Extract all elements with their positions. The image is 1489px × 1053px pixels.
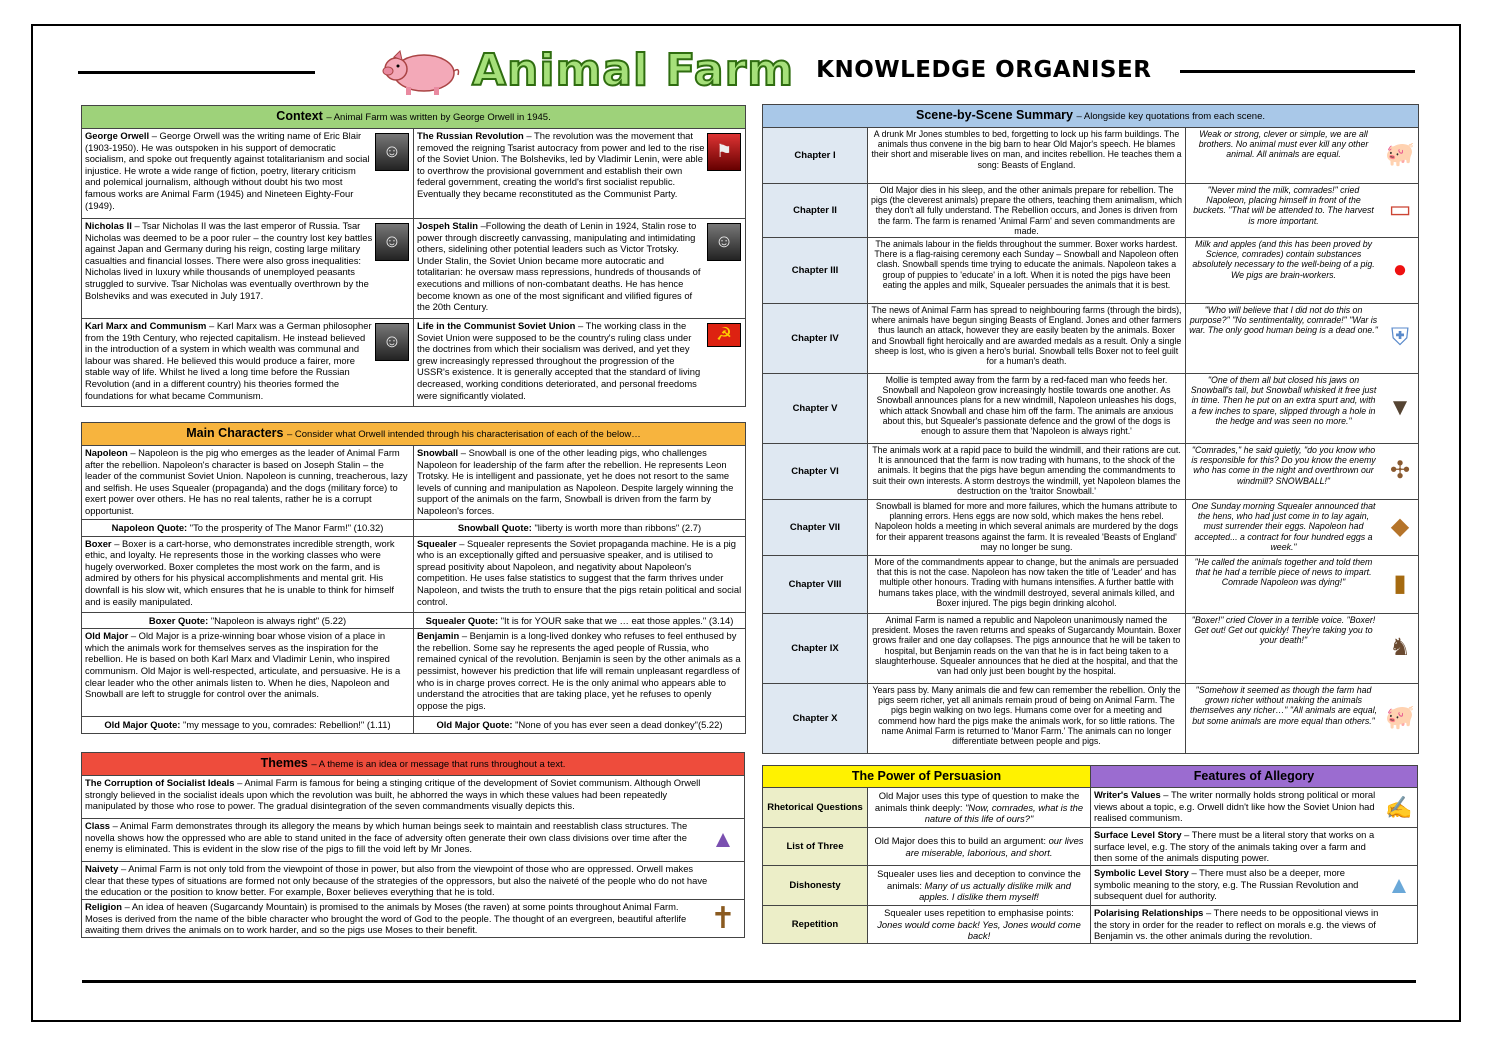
character-old-major: Old Major – Old Major is a prize-winning boar whose vision of a place in which the animals work for themselves serves as the inspiration for the rebellion. He is based on both Karl Marx and Vladimir Lenin, who inspired communism. Old Major is well-respected, articulate, and persuasive. He is a clear leader who the other animals listen to. When he dies, Napoleon and Snowball are left to struggle for control over the animals. — [82, 629, 414, 717]
scene-quote — [1186, 304, 1419, 374]
scene-chapter: Chapter I — [763, 128, 868, 184]
scene-quote-text: "He called the animals together and told them that he had a terrible piece of news to impart. Comrade Napoleon was dying!" — [1194, 557, 1373, 588]
device-list-of-three: List of Three — [763, 828, 868, 866]
pyramid-icon: ▲ — [711, 826, 735, 854]
context-nicholas: Nicholas II – Tsar Nicholas II was the last emperor of Russia. Tsar Nicholas was deemed to be a poor ruler – the country lost key battles against Japan and Germany during his reign, costing large military casualties and financial losses. There were also gross inequalities: Nicholas lived in luxury while thousands of unemployed peasants struggled to survive. Tsar Nicholas was eventually overthrown by the Bolsheviks and was executed in July 1917. ☺ — [82, 219, 414, 319]
context-revolution: The Russian Revolution – The revolution was the movement that removed the reigning Tsarist autocracy from power and led to the rise of the Soviet Union. The Bolsheviks, led by Vladimir Lenin, were able to overthrow the provisional government and establish their own federal government, creating the world's first socialist republic. Eventually they became reconstituted as the Communist Party. ⚑ — [414, 129, 746, 219]
theme-religion: Religion – An idea of heaven (Sugarcandy Mountain) is promised to the animals by Moses (the raven) at some points throughout Animal Farm. Moses is derived from the name of the bible character who brought the word of God to the people. The thought of an evergreen, beautiful afterlife awaiting them drives the animals on to work harder, and so the pigs use Moses to their benefit. ✝ — [82, 900, 745, 938]
persuasion-header: The Power of Persuasion — [763, 766, 1091, 788]
device-dishonesty-desc: Squealer uses lies and deception to convince the animals: Many of us actually dislike milk and apples. I dislike them myself! — [868, 866, 1091, 906]
device-rhetorical-desc: Old Major uses this type of question to make the animals think deeply: "Now, comrades, what is the nature of this life of ours?" — [868, 788, 1091, 828]
title-block — [380, 40, 1151, 100]
scene-quote — [1186, 374, 1419, 444]
scene-quote — [1186, 238, 1419, 304]
ussr-flag-icon: ☭ — [707, 323, 741, 347]
device-list-desc: Old Major does this to build an argument: our lives are miserable, laborious, and short. — [868, 828, 1091, 866]
old-major-quote: Old Major Quote: "my message to you, comrades: Rebellion!" (1.11) — [82, 717, 414, 734]
allegory-table — [1090, 765, 1418, 944]
scene-chapter: Chapter VI — [763, 444, 868, 500]
scene-chapter: Chapter X — [763, 684, 868, 754]
allegory-writers-values: Writer's Values – The writer normally holds strong political or moral views about a topic, e.g. Orwell didn't like how the Soviet Union had realised communism. ✍ — [1091, 788, 1418, 828]
scene-summary: The news of Animal Farm has spread to neighbouring farms (through the birds), where animals have begun singing Beasts of England. Jones and other farmers thus launch an attack, however they are easily beaten by the animals. Boxer and Snowball fight heroically and are awarded medals as a result. Only a single sheep is lost, who is given a hero's burial. Snowball tells Boxer not to feel guilt for a human's death. — [868, 304, 1186, 374]
scene-quote-text: "Boxer!" cried Clover in a terrible voice. "Boxer! Get out! Get out quickly! They're taking you to your death!" — [1191, 615, 1376, 646]
character-squealer: Squealer – Squealer represents the Soviet propaganda machine. He is a pig who is an exceptionally gifted and persuasive speaker, and is utilised to spread positivity about Napoleon, and negativity about Napoleon's competition. He uses false statistics to suggest that the farm thrives under Napoleon, and twists the truth to ensure that the pigs retain political and social control. — [414, 536, 746, 612]
scene-quote-text: Weak or strong, clever or simple, we are all brothers. No animal must ever kill any other animal. All animals are equal. — [1198, 129, 1369, 160]
context-stalin: Jospeh Stalin –Following the death of Lenin in 1924, Stalin rose to power through discreetly canvassing, manipulating and intimidating others, sidelining other potential leaders such as Victor Trotsky. Under Stalin, the Soviet Union became more autocratic and totalitarian: he oversaw mass repressions, hundreds of thousands of executions and millions of non-combatant deaths. He has hence become known as one of the most significant and vilified figures of the 20th Century. ☺ — [414, 219, 746, 319]
scene-chapter: Chapter II — [763, 184, 868, 238]
title-rule-right — [1180, 70, 1415, 73]
scene-row — [763, 238, 1419, 304]
scene-chapter: Chapter IX — [763, 614, 868, 684]
scene-summary: Old Major dies in his sleep, and the other animals prepare for rebellion. The pigs (the cleverest animals) prepare the others, teaching them animalism, which they don't all fully understand. The Rebellion occurs, and Jones is driven from the farm. The farm is renamed 'Animal Farm' and seven commandments are made. — [868, 184, 1186, 238]
scene-summary: The animals work at a rapid pace to build the windmill, and their rations are cut. It is announced that the farm is now trading with humans, to the shock of the animals. It begins that the pigs have begun amending the commandments to suit their own interests. A storm destroys the windmill, yet Napoleon blames the destruction on the 'traitor Snowball.' — [868, 444, 1186, 500]
shield-icon: ⛨ — [1391, 324, 1410, 352]
context-header: Context – Animal Farm was written by George Orwell in 1945. — [82, 106, 746, 129]
scene-chapter: Chapter IV — [763, 304, 868, 374]
windmill-icon: ✣ — [1389, 457, 1411, 485]
device-repetition-desc: Squealer uses repetition to emphasise points: Jones would come back! Yes, Jones would come back! — [868, 906, 1091, 944]
scene-row — [763, 556, 1419, 614]
napoleon-quote: Napoleon Quote: "To the prosperity of The Manor Farm!" (10.32) — [82, 520, 414, 537]
scene-summary: Snowball is blamed for more and more failures, which the humans attribute to planning errors. Hens eggs are now sold, which makes the hens rebel. Napoleon holds a meeting in which several animals are murdered by the dogs for their apparent treasons against the farm. It is revealed 'Beasts of England' may no longer be sung. — [868, 500, 1186, 556]
allegory-surface-level: Surface Level Story – There must be a literal story that works on a surface level, e.g. The story of the animals taking over a farm and then some of the animals disputing power. — [1091, 828, 1418, 866]
scene-summary: The animals labour in the fields throughout the summer. Boxer works hardest. There is a flag-raising ceremony each Sunday – Snowball and Napoleon often clash. Snowball spends time trying to educate the animals. Napoleon takes a group of puppies to 'educate' in a loft. When it is noted the pigs have been eating the apples and milk, Squealer persuades the animals that it is best. — [868, 238, 1186, 304]
cross-icon: ✝ — [710, 901, 736, 935]
snowball-quote: Snowball Quote: "liberty is worth more than ribbons" (2.7) — [414, 520, 746, 537]
character-benjamin: Benjamin – Benjamin is a long-lived donkey who refuses to feel enthused by the rebellion. Some say he represents the aged people of Russia, who remained cynical of the revolution. Benjamin is seen by the other animals as a pessimist, however his prediction that life will remain unpleasant regardless of who is in charge proves correct. He is the only animal who appears able to understand the atrocities that are taking place, yet he refuses to openly oppose the pigs. — [414, 629, 746, 717]
persuasion-table — [762, 765, 1091, 944]
allegory-polarising: Polarising Relationships – There needs to be oppositional views in the story in order for the reader to reflect on morals e.g. the views of Benjamin vs. the other animals during the revolution. — [1091, 906, 1418, 944]
scene-quote-text: One Sunday morning Squealer announced that the hens, who had just come in to lay again, must surrender their eggs. Napoleon had accepted... a contract for four hundred eggs a week." — [1191, 501, 1376, 552]
scene-row — [763, 614, 1419, 684]
character-snowball: Snowball – Snowball is one of the other leading pigs, who challenges Napoleon for leadership of the farm after the rebellion. He represents Leon Trotsky. He is intelligent and passionate, yet he does not resort to the same levels of cunning and manipulation as Napoleon. Despite largely winning the support of the animals on the farm, Snowball is driven from the farm by Napoleon's forces. — [414, 446, 746, 520]
scene-chapter: Chapter VII — [763, 500, 868, 556]
scene-chapter: Chapter VIII — [763, 556, 868, 614]
pig-logo-icon — [380, 43, 464, 97]
scene-quote-text: "Comrades," he said quietly, "do you know who is responsible for this? Do you know the enemy who has come in the night and overthrown our windmill? SNOWBALL!" — [1191, 445, 1376, 486]
allegory-header: Features of Allegory — [1091, 766, 1418, 788]
character-napoleon: Napoleon – Napoleon is the pig who emerges as the leader of Animal Farm after the rebellion. Napoleon's character is based on Joseph Stalin – the leader of the communist Soviet Union. Napoleon is cunning, treacherous, lazy and selfish. He uses Squealer (propaganda) and the dogs (military force) to exert power over others. He has no real talents, rather he is a corrupt opportunist. — [82, 446, 414, 520]
scenes-table — [762, 104, 1419, 754]
scene-quote — [1186, 184, 1419, 238]
themes-header: Themes – A theme is an idea or message that runs throughout a text. — [82, 753, 745, 776]
sign-icon: ▭ — [1388, 196, 1412, 224]
nicholas-portrait-icon: ☺ — [375, 223, 409, 261]
hen-icon: ◆ — [1390, 513, 1410, 541]
scene-chapter: Chapter V — [763, 374, 868, 444]
context-table — [81, 105, 746, 407]
iceberg-icon: ▲ — [1387, 871, 1411, 899]
benjamin-quote: Old Major Quote: "None of you has ever seen a dead donkey"(5.22) — [414, 717, 746, 734]
scene-quote-text: "One of them all but closed his jaws on Snowball's tail, but Snowball whisked it free just in time. Then he put on an extra spurt and, with a few inches to spare, slipped through a hole in the hedge and was seen no more." — [1190, 375, 1377, 426]
scene-summary: A drunk Mr Jones stumbles to bed, forgetting to lock up his farm buildings. The animals thus convene in the big barn to hear Old Major's speech. He blames their short and miserable lives on man, and incites rebellion. He teaches them a song: Beasts of England. — [868, 128, 1186, 184]
characters-header: Main Characters – Consider what Orwell intended through his characterisation of each of the below… — [82, 423, 746, 446]
apple-icon: ● — [1392, 256, 1408, 284]
scene-quote-text: "Somehow it seemed as though the farm had grown richer without making the animals themselves any richer…" "All animals are equal, but some animals are more equal than others." — [1189, 685, 1378, 726]
scene-row — [763, 304, 1419, 374]
orwell-portrait-icon: ☺ — [375, 133, 409, 171]
scene-summary: More of the commandments appear to change, but the animals are persuaded that this is not the case. Napoleon has now taken the title of 'Leader' and has multiple other honours. Trading with humans intensifies. A further battle with humans takes place, with the windmill destroyed, several animals killed, and Boxer injured. The pigs begin drinking alcohol. — [868, 556, 1186, 614]
scene-row — [763, 374, 1419, 444]
scene-chapter: Chapter III — [763, 238, 868, 304]
scenes-header: Scene-by-Scene Summary – Alongside key quotations from each scene. — [763, 105, 1419, 128]
theme-class: Class – Animal Farm demonstrates through its allegory the means by which human beings seek to maintain and reestablish class structures. The novella shows how the oppressed who are able to stand united in the face of adversity often generate their own class divisions over time after the enemy is eliminated. This is evident in the slow rise of the pigs to fill the void left by Mr Jones. ▲ — [82, 819, 745, 862]
theme-corruption: The Corruption of Socialist Ideals – Animal Farm is famous for being a stinging critique of the development of Soviet communism. Although Orwell strongly believed in the socialist ideals upon which the revolution was built, he abhorred the ways in which these values had been repeatedly manipulated by those who rose to power. The gradual disintegration of the seven commandments visually depicts this. — [82, 776, 745, 819]
theme-naivety: Naivety – Animal Farm is not only told from the viewpoint of those in power, but also from the viewpoint of those who are oppressed. Orwell makes clear that these types of situations are formed not only because of the strategies of the oppressors, but also the naiveté of the people who do not have the education or the position to know better. For example, Boxer believes everything that he is told. — [82, 862, 745, 900]
scene-row — [763, 500, 1419, 556]
context-marx: Karl Marx and Communism – Karl Marx was a German philosopher from the 19th Century, who rejected capitalism. He instead believed in the introduction of a system in which wealth was communal and labour was shared. He believed this would produce a fairer, more stable way of life. Whilst he lived a long time before the Russian Revolution (and in a different country) his theories formed the foundations for what became Communism. ☺ — [82, 319, 414, 407]
quill-paper-icon: ✍ — [1385, 794, 1413, 820]
scene-summary: Animal Farm is named a republic and Napoleon unanimously named the president. Moses the raven returns and speaks of Sugarcandy Mountain. Boxer grows frailer and one day collapses. The pigs announce that he will be taken to hospital, but Benjamin reads on the van that he is in fact being taken to a slaughterhouse. Squealer announces that he died at the hospital, and that the van had only just been bought by the hospital. — [868, 614, 1186, 684]
scene-quote — [1186, 684, 1419, 754]
themes-table — [81, 752, 745, 938]
revolution-painting-icon: ⚑ — [707, 133, 741, 171]
stalin-portrait-icon: ☺ — [707, 223, 741, 261]
donkey-icon: ♞ — [1389, 634, 1411, 662]
page-subtitle: KNOWLEDGE ORGANISER — [816, 57, 1152, 83]
pig-icon: 🐖 — [1385, 704, 1415, 732]
dog-icon: ▼ — [1388, 394, 1412, 422]
device-repetition: Repetition — [763, 906, 868, 944]
scene-quote — [1186, 444, 1419, 500]
scene-quote-text: "Who will believe that I did not do this on purpose?" "No sentimentality, comrade!" "War is war. The only good human being is a dead one." — [1189, 305, 1378, 336]
footer-rule — [82, 980, 1416, 983]
scene-quote — [1186, 128, 1419, 184]
title-rule-left — [78, 71, 315, 74]
pig-icon: 🐖 — [1385, 141, 1415, 169]
scene-row — [763, 184, 1419, 238]
scene-row — [763, 684, 1419, 754]
characters-table — [81, 422, 746, 734]
bottle-icon: ▮ — [1393, 570, 1407, 598]
scene-row — [763, 128, 1419, 184]
marx-portrait-icon: ☺ — [375, 323, 409, 361]
device-rhetorical: Rhetorical Questions — [763, 788, 868, 828]
scene-summary: Mollie is tempted away from the farm by a red-faced man who feeds her. Snowball and Napoleon grow increasingly hostile towards one another. As Snowball announces plans for a new windmill, Napoleon unleashes his dogs, which attack Snowball and chase him off the farm. The animals are anxious about this, but Squealer's passionate defence and the growl of the dogs is enough to assure them that 'Napoleon is always right.' — [868, 374, 1186, 444]
boxer-quote: Boxer Quote: "Napoleon is always right" (5.22) — [82, 612, 414, 629]
context-orwell: George Orwell – George Orwell was the writing name of Eric Blair (1903-1950). He was outspoken in his support of democratic socialism, and spoke out frequently against totalitarianism and social injustice. He wrote a wide range of fiction, poetry, literary criticism and polemical journalism, although without doubt his two most famous works are Animal Farm (1945) and Nineteen Eighty-Four (1949). ☺ — [82, 129, 414, 219]
scene-summary: Years pass by. Many animals die and few can remember the rebellion. Only the pigs seem richer, yet all animals remain proud of being on Animal Farm. The pigs begin walking on two legs. Humans come over for a meeting and commend how hard the pigs make the animals work, for so little rations. The name Animal Farm is returned to 'Manor Farm.' The animals can no longer differentiate between people and pigs. — [868, 684, 1186, 754]
scene-quote-text: "Never mind the milk, comrades!" cried Napoleon, placing himself in front of the buckets. "That will be attended to. The harvest is more important. — [1193, 185, 1374, 226]
device-dishonesty: Dishonesty — [763, 866, 868, 906]
character-boxer: Boxer – Boxer is a cart-horse, who demonstrates incredible strength, work ethic, and loyalty. He represents those in the working classes who were hugely overworked. Boxer completes the most work on the farm, and is admired by others for his physical accomplishments and mental grit. His downfall is his slow wit, which ensures that he is unable to think for himself and is easily manipulated. — [82, 536, 414, 612]
context-soviet-life: Life in the Communist Soviet Union – The working class in the Soviet Union were supposed to be the country's ruling class under the doctrines from which their socialism was derived, and yet they grew increasingly repressed throughout the progression of the USSR's existence. It is generally accepted that the standard of living decreased, working conditions deteriorated, and personal freedoms were significantly violated. ☭ — [414, 319, 746, 407]
scene-quote — [1186, 500, 1419, 556]
scene-quote — [1186, 614, 1419, 684]
page-title: Animal Farm — [472, 44, 795, 96]
allegory-symbolic-level: Symbolic Level Story – There must also be a deeper, more symbolic meaning to the story, e.g. The Russian Revolution and subsequent duel for authority. ▲ — [1091, 866, 1418, 906]
squealer-quote: Squealer Quote: "It is for YOUR sake that we … eat those apples." (3.14) — [414, 612, 746, 629]
scene-quote-text: Milk and apples (and this has been proved by Science, comrades) contain substances absolutely necessary to the well-being of a pig. We pigs are brain-workers. — [1192, 239, 1375, 280]
scene-quote — [1186, 556, 1419, 614]
scene-row — [763, 444, 1419, 500]
